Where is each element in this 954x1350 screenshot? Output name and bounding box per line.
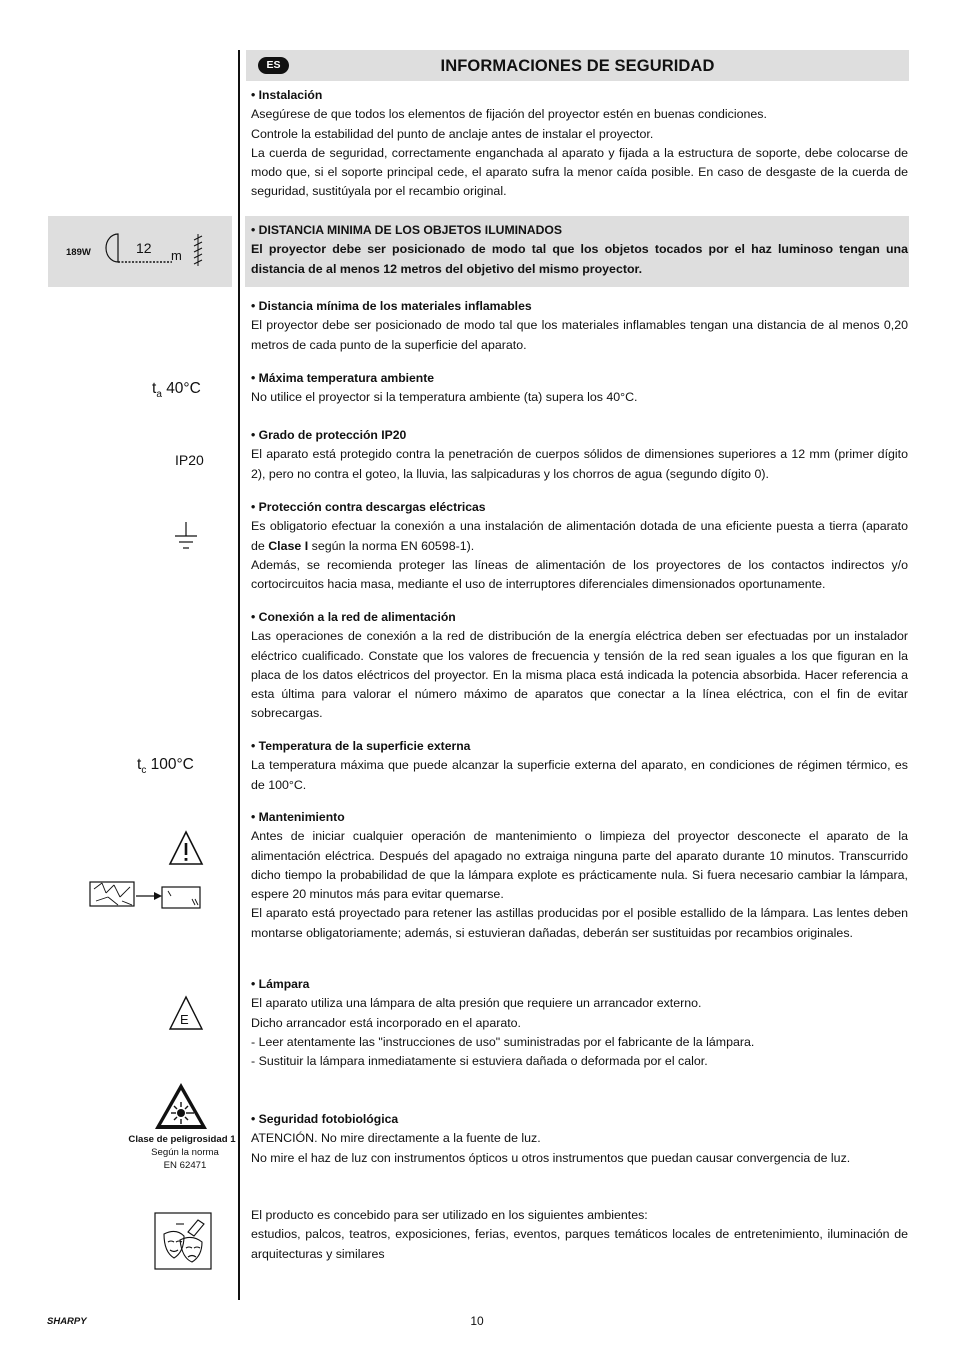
section-title: • Grado de protección IP20 [251, 428, 407, 442]
section-title: • DISTANCIA MINIMA DE LOS OBJETOS ILUMINADOS [251, 223, 562, 237]
section-superficie [251, 737, 908, 795]
paragraph: - Leer atentamente las "instrucciones de uso" suministradas por el fabricante de la lámpara. [251, 1034, 755, 1049]
section-ambientes [251, 1206, 908, 1264]
paragraph: Además, se recomienda proteger las líneas de alimentación de los proyectores de los contactos indirectos y/o cortocircuitos hacia masa, mediante el uso de interruptores diferenciales dimensionados oportunamente. [251, 557, 908, 592]
section-ip20 [251, 426, 908, 484]
risk-norm-line1: Según la norma [151, 1147, 219, 1158]
section-lampara [251, 975, 908, 1071]
column-divider [238, 50, 240, 1300]
section-title: • Seguridad fotobiológica [251, 1112, 399, 1126]
paragraph: El aparato está proyectado para retener las astillas producidas por el posible estallido de la lámpara. Las lentes deben montarse obligatoriamente; además, si estuvieran dañadas, deberán ser sustituidas por recambios originales. [251, 906, 908, 940]
page-title: INFORMACIONES DE SEGURIDAD [440, 57, 715, 75]
section-descargas [251, 498, 908, 594]
paragraph: El aparato utiliza una lámpara de alta presión que requiere un arrancador externo. [251, 996, 702, 1011]
section-title: • Máxima temperatura ambiente [251, 371, 435, 385]
paragraph: Asegúrese de que todos los elementos de fijación del proyector estén en buenas condiciones. [251, 107, 767, 122]
section-title: • Mantenimiento [251, 810, 345, 824]
paragraph: estudios, palcos, teatros, exposiciones, ferias, eventos, parques temáticos locales de entretenimiento, iluminación de arquitecturas y similares [251, 1227, 908, 1261]
paragraph: El proyector debe ser posicionado de modo tal que los materiales inflamables tengan una distancia de al menos 0,20 metros de cada punto de la superficie del aparato. [251, 318, 908, 352]
paragraph: Las operaciones de conexión a la red de distribución de la energía eléctrica deben ser efectuadas por un instalador eléctrico cualificado. Constate que los valores de frecuencia y tensión de la red sean iguales a los que figuran en la placa de los datos eléctricos del proyector. En la misma placa está indicada la potencia absorbida. Hacer referencia a esta última para valorar el número máximo de aparatos que conectar a la línea eléctrica, con el fin de evitar sobrecargas. [251, 629, 908, 721]
section-title: • Conexión a la red de alimentación [251, 610, 456, 624]
paragraph: El aparato está protegido contra la penetración de cuerpos sólidos de dimensiones superiores a 12 mm (primer dígito 2), pero no contra el goteo, la lluvia, las salpicaduras y los chorros de agua (segundo dígito 0). [251, 447, 908, 481]
paragraph: Controle la estabilidad del punto de anclaje antes de instalar el proyector. [251, 126, 654, 141]
paragraph: ATENCIÓN. No mire directamente a la fuente de luz. [251, 1131, 541, 1146]
brand-footer: SHARPY [47, 1316, 87, 1327]
paragraph: - Sustituir la lámpara inmediatamente si estuviera dañada o deformada por el calor. [251, 1054, 708, 1069]
warning-triangle-icon [168, 830, 204, 866]
paragraph: Es obligatorio efectuar la conexión a una instalación de alimentación dotada de una eficiente puesta a tierra (aparato de Clase I según la norma EN 60598-1). [251, 519, 908, 553]
section-title: • Distancia mínima de los materiales inflamables [251, 299, 532, 313]
e-lamp-label: E [180, 1012, 189, 1027]
min-distance-icon [100, 230, 210, 268]
paragraph: La cuerda de seguridad, correctamente enganchada al aparato y fijada a la estructura de soporte, debe colocarse de modo que, si el soporte principal cede, el aparato sufra la menor caída posible. En caso de desgaste de la cuerda de seguridad, sustitúyala por el recambio original. [251, 145, 908, 199]
section-instalacion [251, 86, 908, 202]
paragraph: Dicho arrancador está incorporado en el aparato. [251, 1015, 522, 1030]
section-title: • Lámpara [251, 977, 310, 991]
section-title: • Instalación [251, 88, 323, 102]
section-header [246, 50, 909, 81]
section-temperatura-ambiente [251, 369, 908, 408]
section-conexion [251, 608, 908, 724]
distance-unit: m [171, 248, 182, 263]
section-title: • Protección contra descargas eléctricas [251, 500, 486, 514]
paragraph: El producto es concebido para ser utilizado en los siguientes ambientes: [251, 1208, 648, 1222]
section-mantenimiento [251, 808, 908, 943]
section-distancia-objetos [251, 221, 908, 279]
paragraph: No utilice el proyector si la temperatura ambiente (ta) supera los 40°C. [251, 390, 638, 405]
section-fotobiologica [251, 1110, 908, 1168]
paragraph: No mire el haz de luz con instrumentos ópticos u otros instrumentos que puedan causar convergencia de luz. [251, 1150, 851, 1165]
paragraph: La temperatura máxima que puede alcanzar la superficie externa del aparato, en condiciones de régimen térmico, es de 100°C. [251, 758, 908, 792]
risk-norm-line2: EN 62471 [163, 1160, 207, 1171]
paragraph: El proyector debe ser posicionado de modo tal que los objetos tocados por el haz luminoso tengan una distancia de al menos 12 metros del objetivo del mismo proyector. [251, 242, 908, 276]
ip-rating-label: IP20 [175, 452, 204, 468]
section-title: • Temperatura de la superficie externa [251, 739, 471, 753]
theatre-masks-icon [154, 1212, 212, 1270]
laser-hazard-icon [154, 1082, 208, 1130]
lamp-power-label: 189W [66, 247, 91, 258]
language-badge: ES [258, 57, 289, 74]
distance-value: 12 [136, 240, 152, 256]
replace-lens-icon [88, 879, 204, 911]
distance-icon-panel [48, 216, 232, 287]
page-number: 10 [470, 1314, 484, 1328]
ambient-temp-label: $t_a$ 40°C [152, 380, 201, 401]
section-inflamables [251, 297, 908, 355]
paragraph: Antes de iniciar cualquier operación de mantenimiento o limpieza del proyector desconecte el aparato de la alimentación eléctrica. Después del apagado no extraiga ninguna parte del aparato durante 10 minutos. Transcurrido dicho tiempo la probabilidad de que la lámpara explote es prácticamente nula. Si fuera necesario cambiar la lámpara, espere 20 minutos más para evitar quemarse. [251, 829, 908, 902]
risk-class-label: Clase de peligrosidad 1 [128, 1134, 236, 1145]
ground-icon [174, 522, 198, 552]
surface-temp-label: $t_c$ 100°C [137, 756, 194, 777]
